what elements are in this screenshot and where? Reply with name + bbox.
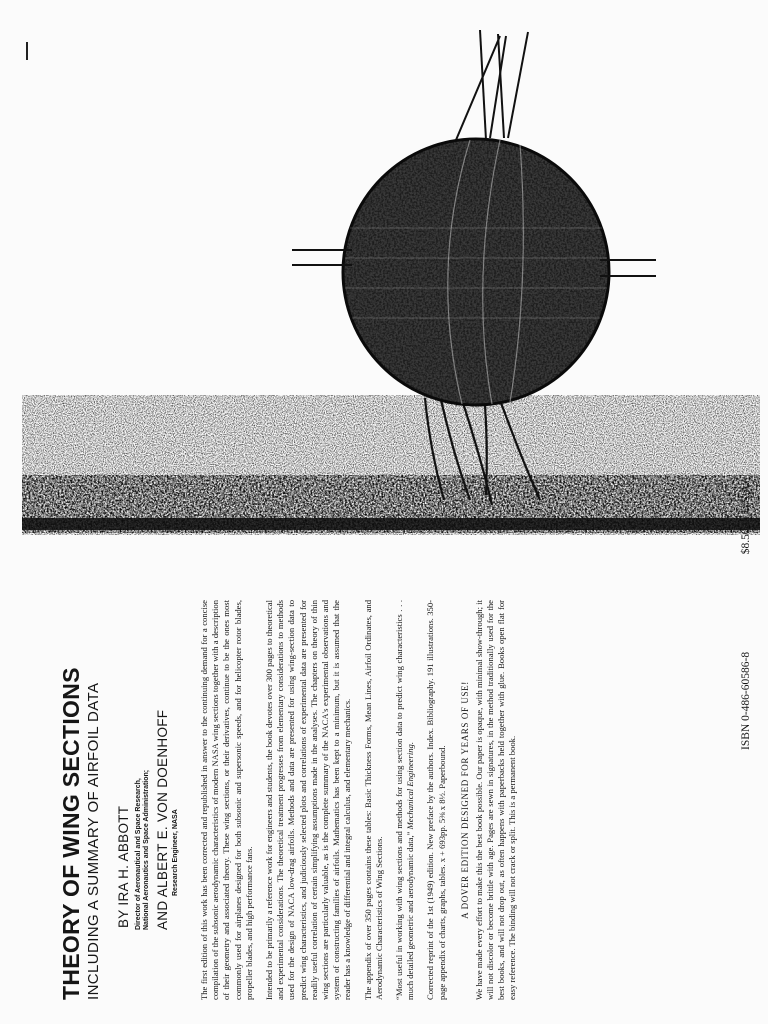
review-quote-text: “Most useful in working with wing sections and methods for using section data to predict wing characteristics . . . much detailed geometric and aerodynamic data,” xyxy=(394,600,416,1000)
dover-edition-heading: A DOVER EDITION DESIGNED FOR YEARS OF USE! xyxy=(459,681,470,919)
book-title: THEORY OF WING SECTIONS xyxy=(58,667,84,1000)
strokes-upper xyxy=(456,30,528,140)
price: $8.50 in U.S.A. xyxy=(740,482,752,555)
description-paragraph-1: The first edition of this work has been corrected and republished in answer to the continuing demand for a concise compilation of the subsonic aerodynamic characteristics of modern NASA wing sections together with a description of their geometry and associated theory. These wing sections, or their derivatives, continue to be the ones most commonly used for airplanes designed for both subsonic and supersonic speeds, and for helicopter rotor blades, propeller blades, and high performance fans. xyxy=(199,600,254,1000)
book-subtitle: INCLUDING A SUMMARY OF AIRFOIL DATA xyxy=(85,682,102,1000)
ground-texture xyxy=(22,395,760,535)
isbn: ISBN 0-486-60586-8 xyxy=(740,651,752,750)
review-quote-source: Mechanical Engineering. xyxy=(405,742,416,830)
dover-quality-paragraph: We have made every effort to make this the best book possible. Our paper is opaque, with minimal show-through; it will not discolor or become brittle with age. Pages are sewn in signatures, in the method traditionally used for the best books, and will not drop out, as often happens with paperbacks held together with glue. Books open flat for easy reference. The binding will not crack or split. This is a permanent book. xyxy=(473,600,518,1000)
author-primary-affiliation-1: Director of Aeronautical and Space Research, xyxy=(135,778,142,930)
author-primary: BY IRA H. ABBOTT xyxy=(116,805,131,928)
sphere xyxy=(342,138,610,406)
description-paragraph-2: Intended to be primarily a reference work for engineers and students, the book devotes over 300 pages to theoretical and experimental considerations. The theoretical treatment progresses from elementary considerations to methods used for the design of NACA low-drag airfoils. Methods and data are presented for using wing-section data to predict wing characteristics, and judiciously selected plots and correlations of experimental data are presented for readily useful correlation of certain simplifying assumptions made in the analyses. The chapters on theory of thin wing sections are particularly valuable, as is the complete summary of the NACA's experimental observations and system of constructing families of airfoils. Mathematics has been kept to a minimum, but it is assumed that the reader has a knowledge of differential and integral calculus, and elementary mechanics. xyxy=(264,600,353,1000)
review-quote xyxy=(394,600,416,1000)
back-cover-text xyxy=(58,600,758,1000)
author-primary-affiliation-2: National Aeronautics and Space Administration; xyxy=(143,769,150,930)
author-secondary: AND ALBERT E. VON DOENHOFF xyxy=(155,709,170,930)
author-secondary-affiliation: Research Engineer, NASA xyxy=(172,809,179,896)
edition-details: Corrected reprint of the 1st (1949) edition. New preface by the authors. Index. Bibliography. 191 illustrations. 350-page appendix of charts, graphs, tables. x + 693pp. 5⅜ x 8½. Paperbound. xyxy=(425,600,447,1000)
footer-line xyxy=(740,482,752,750)
description-paragraph-3: The appendix of over 350 pages contains these tables: Basic Thickness Forms, Mean Lines, Airfoil Ordinates, and Aerodynamic Characteristics of Wing Sections. xyxy=(362,600,384,1000)
